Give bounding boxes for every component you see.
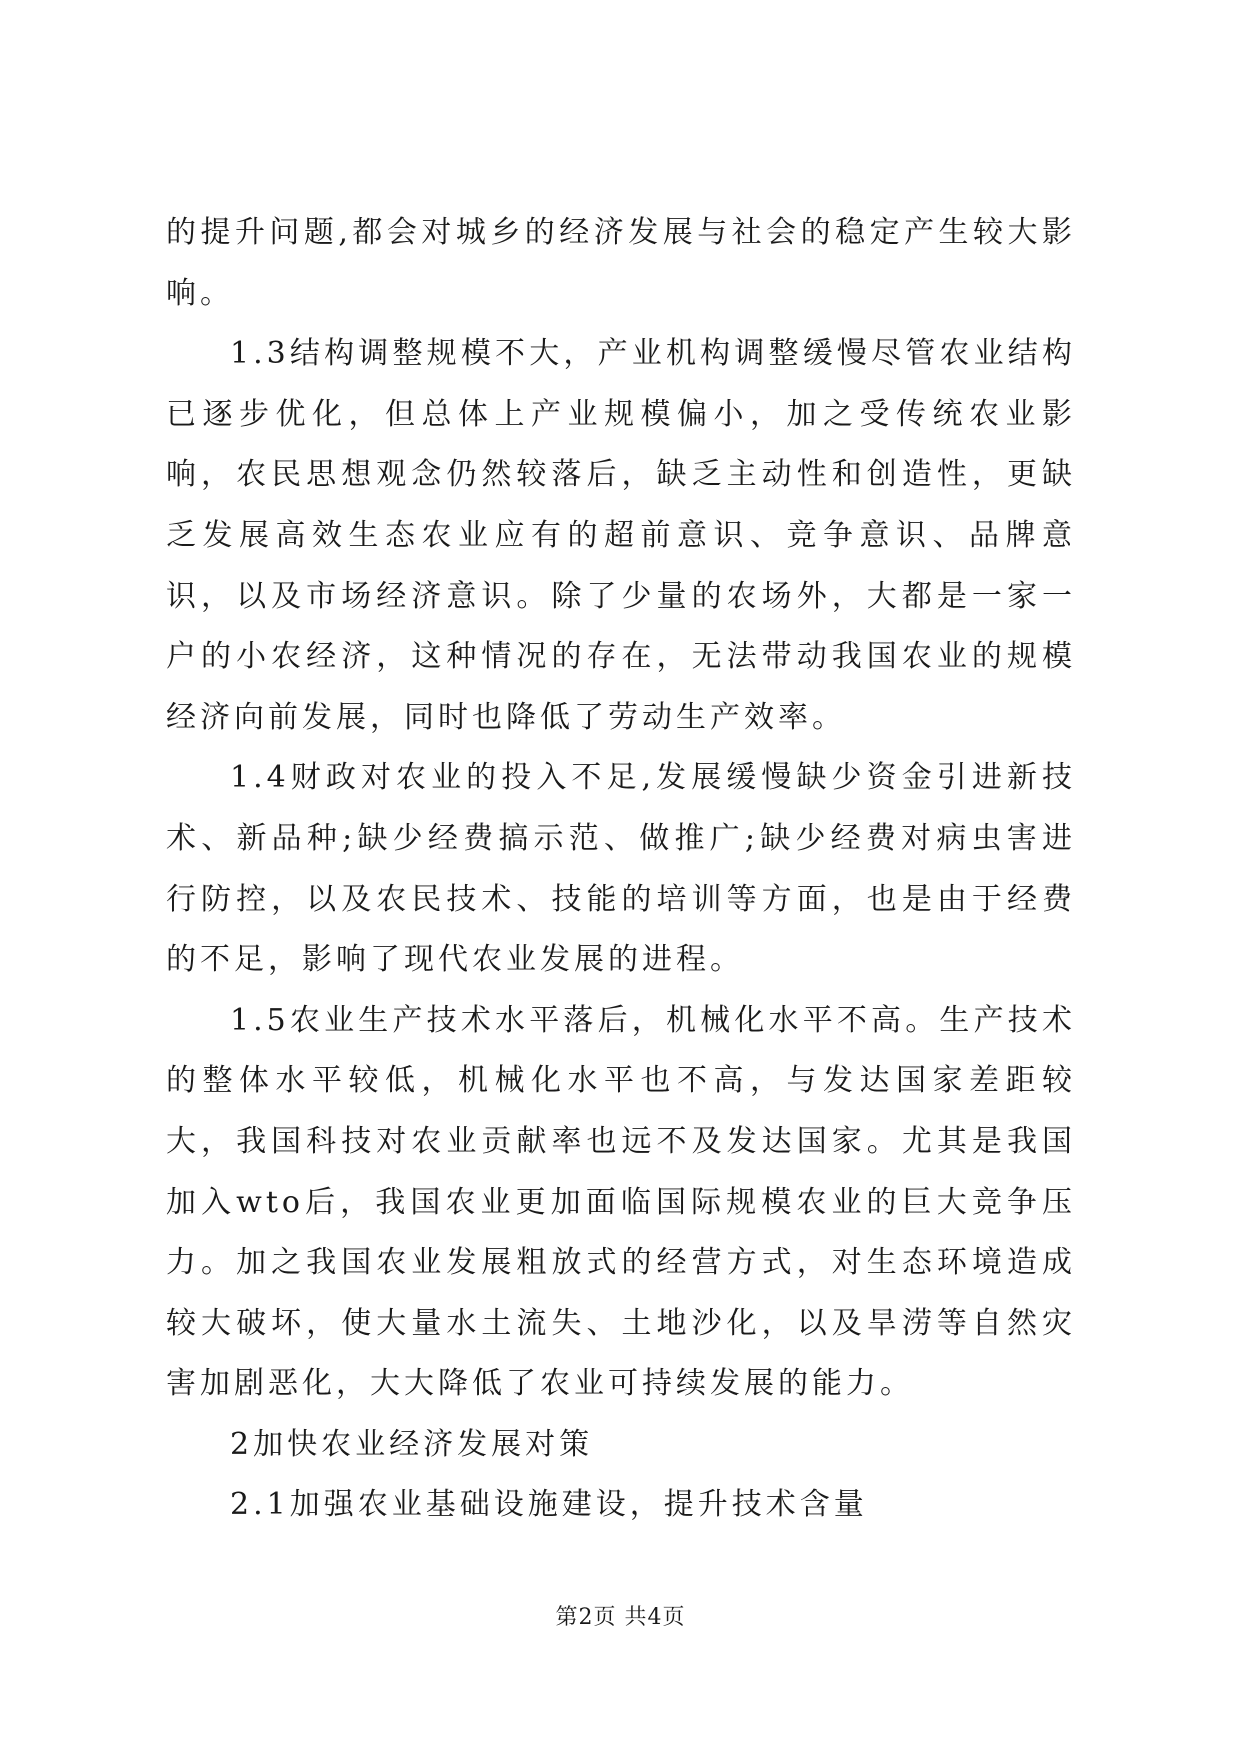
subsection-heading-2-1: 2.1加强农业基础设施建设，提升技术含量 xyxy=(230,1487,868,1523)
page-number-footer: 第2页 共4页 xyxy=(555,1605,686,1630)
paragraph-section-1-4: 1.4财政对农业的投入不足,发展缓慢缺少资金引进新技术、新品种;缺少经费搞示范、做推广;缺少经费对病虫害进行防控，以及农民技术、技能的培训等方面，也是由于经费的不足，影响了现代农业发展的进程。 xyxy=(166,760,1076,978)
paragraph-continuation: 的提升问题,都会对城乡的经济发展与社会的稳定产生较大影响。 xyxy=(166,215,1076,311)
document-body xyxy=(166,203,1076,1536)
paragraph-section-1-5: 1.5农业生产技术水平落后，机械化水平不高。生产技术的整体水平较低，机械化水平也不高，与发达国家差距较大，我国科技对农业贡献率也远不及发达国家。尤其是我国加入wto后，我国农业更加面临国际规模农业的巨大竞争压力。加之我国农业发展粗放式的经营方式，对生态环境造成较大破坏，使大量水土流失、土地沙化，以及旱涝等自然灾害加剧恶化，大大降低了农业可持续发展的能力。 xyxy=(166,1002,1076,1402)
section-heading-2: 2加快农业经济发展对策 xyxy=(230,1426,594,1462)
paragraph-section-1-3: 1.3结构调整规模不大，产业机构调整缓慢尽管农业结构已逐步优化，但总体上产业规模偏小，加之受传统农业影响，农民思想观念仍然较落后，缺乏主动性和创造性，更缺乏发展高效生态农业应有的超前意识、竞争意识、品牌意识，以及市场经济意识。除了少量的农场外，大都是一家一户的小农经济，这种情况的存在，无法带动我国农业的规模经济向前发展，同时也降低了劳动生产效率。 xyxy=(166,336,1076,735)
